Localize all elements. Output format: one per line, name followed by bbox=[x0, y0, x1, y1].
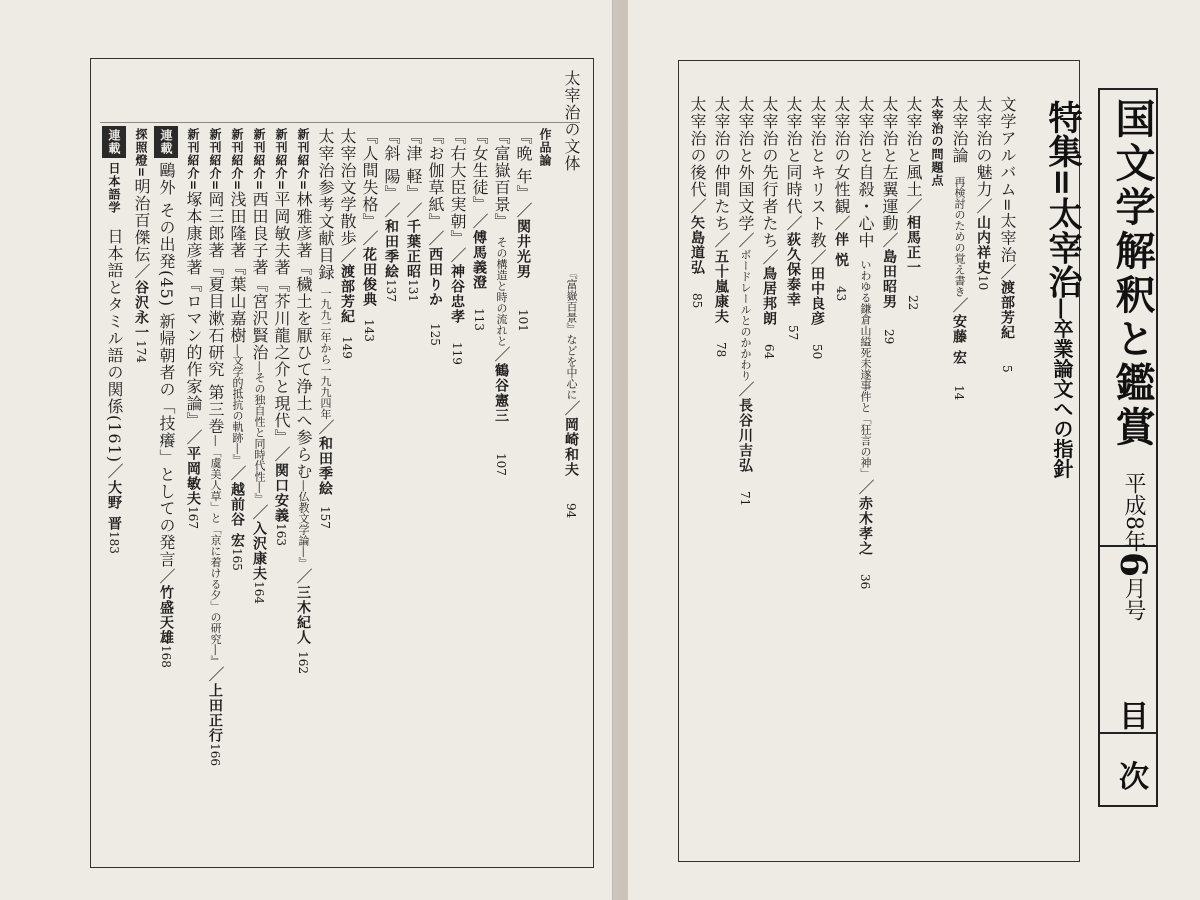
toc-entry-r7: 太宰治の女性観／伴 悦 43 bbox=[832, 96, 851, 302]
toc-entry-18: 連載鷗外 その出発(45) 新帰朝者の「技癢」としての発言／竹盛天雄168 bbox=[154, 126, 178, 668]
toc-label: 目 次 bbox=[1113, 700, 1148, 801]
toc-entry-11: 太宰治参考文献目録 一九九二年から一九九四年／和田季絵 157 bbox=[316, 128, 335, 530]
toc-entry-5: 『右大臣実朝』／神谷忠孝 119 bbox=[448, 128, 467, 365]
toc-entry-15: 新刊紹介=浅田隆著『葉山嘉樹―文学的抵抗の軌跡―』／越前谷 宏165 bbox=[228, 128, 247, 571]
toc-entry-r9: 太宰治と同時代／荻久保泰幸 57 bbox=[784, 96, 803, 341]
toc-entry-19: 探照燈=明治百傑伝／谷沢永一174 bbox=[132, 128, 151, 363]
toc-entry-r0: 文学アルバム=太宰治／渡部芳紀 5 bbox=[998, 96, 1017, 373]
toc-entry-8: 『斜 陽』／和田季絵137 bbox=[382, 128, 401, 302]
toc-entry-r10: 太宰治の先行者たち／鳥居邦朗 64 bbox=[760, 96, 779, 360]
toc-entry-r6: 太宰治と自殺・心中 いわゆる鎌倉山縊死未遂事件と「狂言の神」／赤木孝之 36 bbox=[856, 96, 875, 590]
toc-entry-9: 『人間失格』／花田俊典 143 bbox=[360, 128, 379, 342]
toc-entry-3: 『富嶽百景』 その構造と時の流れと／鶴谷憲三 107 bbox=[492, 128, 511, 477]
toc-entry-r8: 太宰治とキリスト教／田中良彦 50 bbox=[808, 96, 827, 360]
toc-entry-r2: 太宰治論 再検討のための覚え書き／安藤 宏 14 bbox=[950, 96, 969, 401]
toc-entry-r5: 太宰治と左翼運動／島田昭男 29 bbox=[880, 96, 899, 345]
toc-entry-17: 新刊紹介=塚本康彦著『ロマン的作家論』／平岡敏夫167 bbox=[184, 128, 203, 529]
section-heading-works: 作品論 bbox=[538, 128, 552, 167]
toc-entry-r4: 太宰治と風土／相馬正一 22 bbox=[904, 96, 923, 311]
toc-entry-r11: 太宰治と外国文学／ボードレールとのかかわり／長谷川吉弘 71 bbox=[736, 96, 755, 507]
toc-entry-10: 太宰治文学散歩／渡部芳紀 149 bbox=[338, 128, 357, 359]
toc-entry-r12: 太宰治の仲間たち／五十嵐康夫 78 bbox=[712, 96, 731, 358]
toc-entry-6: 『お伽草紙』／西田りか 125 bbox=[426, 128, 445, 346]
magazine-title: 国文学解釈と鑑賞 bbox=[1109, 98, 1156, 450]
toc-entry-20: 連載日本語学 日本語とタミル語の関係(161)／大野 晋183 bbox=[102, 126, 126, 554]
toc-entry-12: 新刊紹介=林雅彦著『穢土を厭ひて浄土へ参らむ―仏教文学論―』／三木紀人 162 bbox=[294, 128, 313, 675]
issue-date: 平成8年6月号 bbox=[1112, 472, 1154, 622]
toc-entry-r1: 太宰治の魅力／山内祥史10 bbox=[974, 96, 993, 291]
toc-entry-16: 新刊紹介=岡三郎著『夏目漱石研究 第三巻―「虞美人草」と「京に着ける夕」の研究―』／上田正行166 bbox=[206, 128, 225, 767]
feature-headline: 特集=太宰治―卒業論文への指針 bbox=[1042, 100, 1082, 479]
toc-entry-r13: 太宰治の後代／矢島道弘 85 bbox=[688, 96, 707, 309]
toc-entry-7: 『津 軽』／千葉正昭131 bbox=[404, 128, 423, 302]
toc-entry-14: 新刊紹介=西田良子著『宮沢賢治―その独自性と同時代性―』／入沢康夫164 bbox=[250, 128, 269, 604]
left-top-rule bbox=[100, 122, 580, 123]
section-heading-problems: 太宰治の問題点 bbox=[930, 96, 944, 187]
toc-entry-0: 太宰治の文体 『富嶽百景』などを中心に／岡崎和夫 94 bbox=[562, 70, 581, 519]
toc-entry-4: 『女生徒』／傅馬義澄 113 bbox=[470, 128, 489, 331]
toc-entry-2: 『晩 年』／関井光男 101 bbox=[514, 128, 533, 333]
toc-entry-13: 新刊紹介=平岡敏夫著『芥川龍之介と現代』／関口安義163 bbox=[272, 128, 291, 546]
